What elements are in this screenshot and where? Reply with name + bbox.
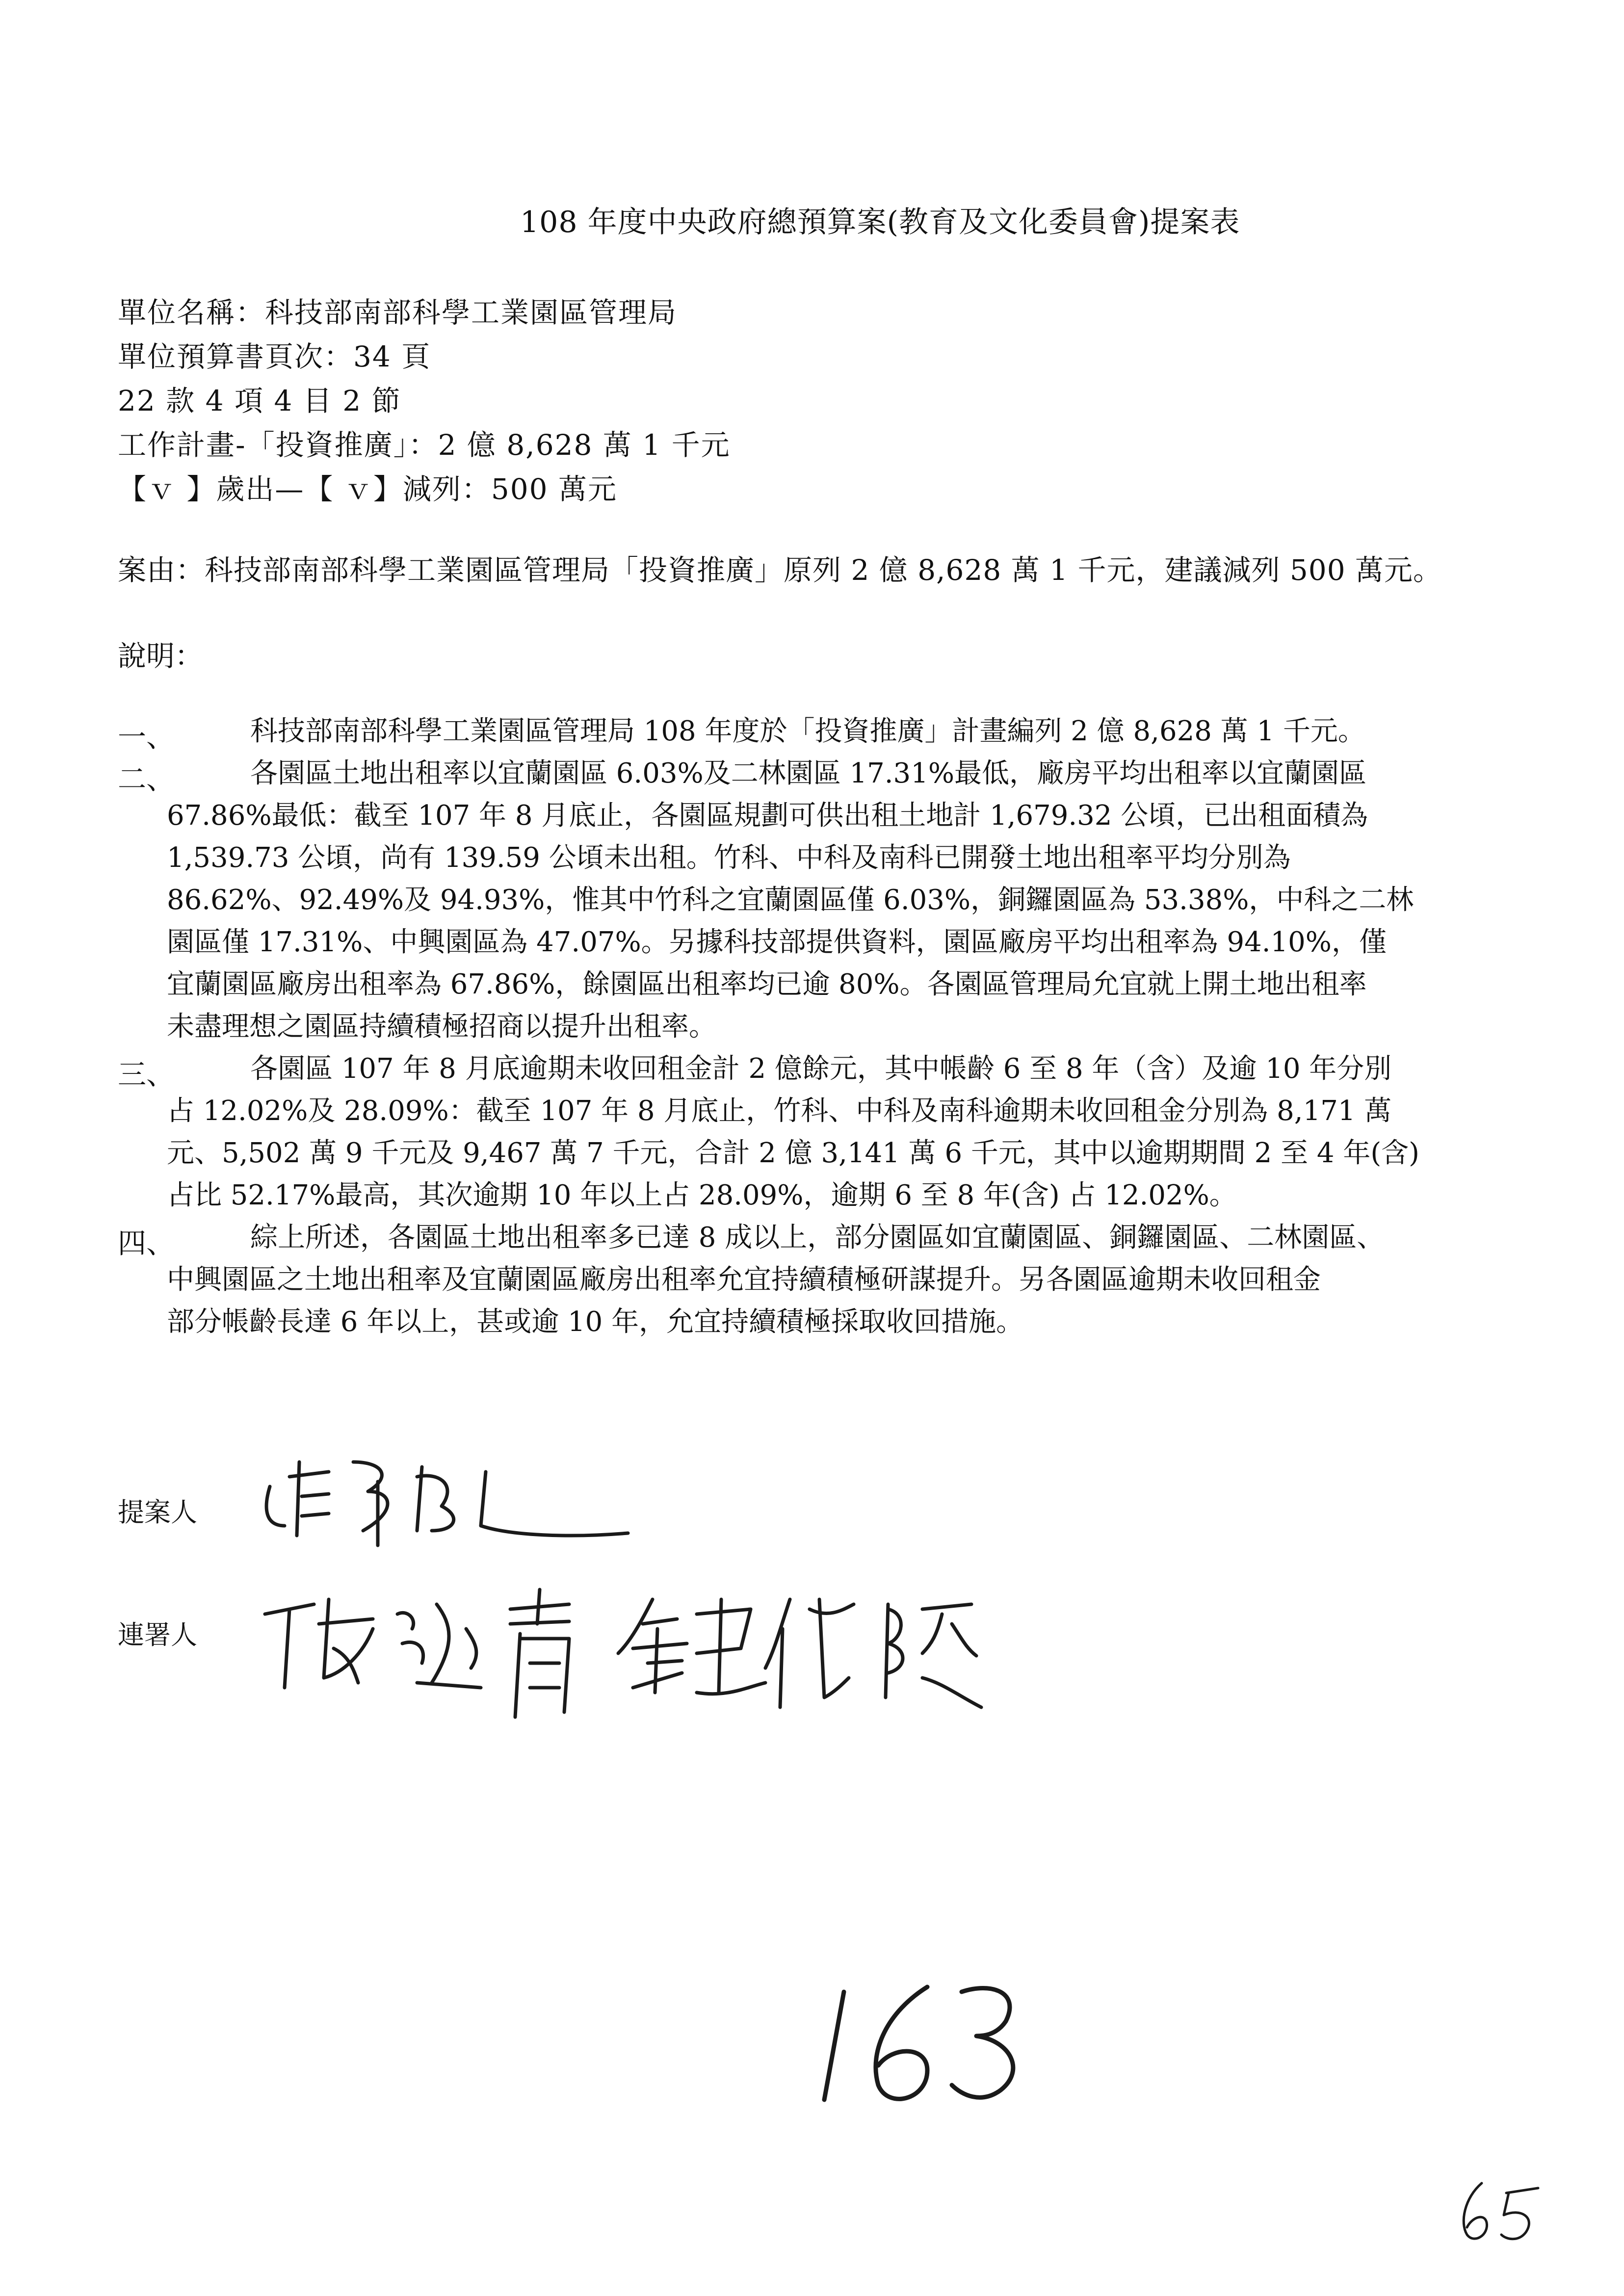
action: 【ｖ 】歲出—【 ｖ】減列：500 萬元	[118, 472, 618, 506]
page-title: 108 年度中央政府總預算案(教育及文化委員會)提案表	[520, 205, 1240, 239]
explain-label: 說明：	[118, 639, 204, 673]
paragraph-line: 園區僅 17.31%、中興園區為 47.07%。另據科技部提供資料，園區廠房平均出租率為 94.10%，僅	[167, 926, 1387, 958]
item-number: 四、	[118, 1226, 175, 1260]
paragraph-line: 部分帳齡長達 6 年以上，甚或逾 10 年，允宜持續積極採取收回措施。	[167, 1306, 1024, 1338]
paragraph-line: 科技部南部科學工業園區管理局 108 年度於「投資推廣」計畫編列 2 億 8,628 萬 1 千元。	[250, 715, 1365, 747]
paragraph-line: 各園區土地出租率以宜蘭園區 6.03%及二林園區 17.31%最低，廠房平均出租率以宜蘭園區	[250, 757, 1367, 789]
page-number-ink	[814, 1962, 1040, 2119]
unit-name: 單位名稱：科技部南部科學工業園區管理局	[118, 296, 678, 329]
case-summary: 案由：科技部南部科學工業園區管理局「投資推廣」原列 2 億 8,628 萬 1 千元，建議減列 500 萬元。	[118, 553, 1442, 587]
item-paragraph	[167, 1048, 1560, 1217]
item-paragraph	[167, 710, 1560, 753]
paragraph-line: 86.62%、92.49%及 94.93%，惟其中竹科之宜蘭園區僅 6.03%，銅鑼園區為 53.38%，中科之二林	[167, 884, 1414, 916]
item-number: 一、	[118, 720, 175, 754]
cosigner-signatures	[255, 1570, 991, 1732]
paragraph-line: 67.86%最低：截至 107 年 8 月底止，各園區規劃可供出租土地計 1,679.32 公頃，已出租面積為	[167, 800, 1368, 832]
paragraph-line: 占比 52.17%最高，其次逾期 10 年以上占 28.09%，逾期 6 至 8 年(含) 占 12.02%。	[167, 1179, 1237, 1211]
paragraph-line: 綜上所述，各園區土地出租率多已達 8 成以上，部分園區如宜蘭園區、銅鑼園區、二林園區、	[250, 1222, 1385, 1253]
handwritten-page-number	[814, 1962, 1040, 2121]
paragraph-line: 未盡理想之園區持續積極招商以提升出租率。	[167, 1011, 716, 1043]
item-paragraph	[167, 753, 1560, 1048]
cosigner-label: 連署人	[118, 1619, 197, 1650]
paragraph-line: 元、5,502 萬 9 千元及 9,467 萬 7 千元，合計 2 億 3,141 萬 6 千元，其中以逾期期間 2 至 4 年(含)	[167, 1137, 1420, 1169]
classification: 22 款 4 項 4 目 2 節	[118, 384, 401, 417]
paragraph-line: 各園區 107 年 8 月底逾期未收回租金計 2 億餘元，其中帳齡 6 至 8 年（含）及逾 10 年分別	[250, 1053, 1392, 1085]
item-paragraph	[167, 1217, 1560, 1343]
paragraph-line: 占 12.02%及 28.09%：截至 107 年 8 月底止，竹科、中科及南科逾期未收回租金分別為 8,171 萬	[167, 1095, 1392, 1127]
work-plan: 工作計畫-「投資推廣」：2 億 8,628 萬 1 千元	[118, 428, 731, 462]
proposer-label: 提案人	[118, 1497, 197, 1528]
proposer-signature	[255, 1433, 638, 1560]
handwritten-corner-number	[1452, 2173, 1550, 2254]
paragraph-line: 宜蘭園區廠房出租率為 67.86%，餘園區出租率均已逾 80%。各園區管理局允宜就上開土地出租率	[167, 968, 1367, 1000]
paragraph-line: 1,539.73 公頃，尚有 139.59 公頃未出租。竹科、中科及南科已開發土地出租率平均分別為	[167, 842, 1291, 874]
corner-number-ink	[1452, 2173, 1550, 2252]
item-number: 二、	[118, 762, 175, 796]
budget-page: 單位預算書頁次：34 頁	[118, 340, 431, 373]
paragraph-line: 中興園區之土地出租率及宜蘭園區廠房出租率允宜持續積極研謀提升。另各園區逾期未收回租金	[167, 1264, 1321, 1296]
item-number: 三、	[118, 1058, 175, 1091]
